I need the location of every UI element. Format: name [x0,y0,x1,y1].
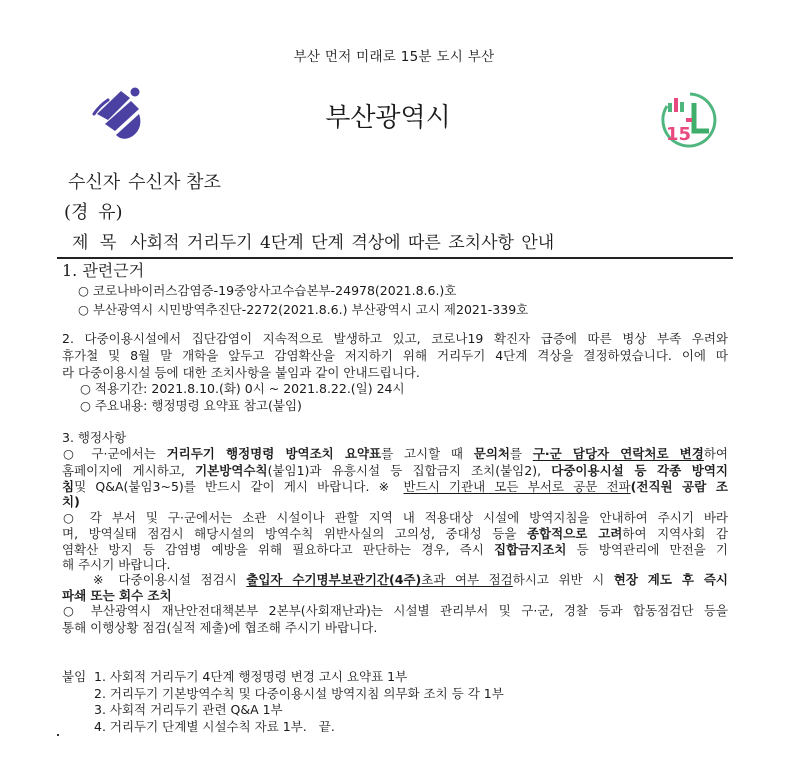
emphasis-text: 문의처 [473,446,510,461]
subject-divider [57,257,733,259]
section-1-item: ○ 부산광역시 시민방역추진단-2272(2021.8.6.) 부산광역시 고시 제2021-339호 [78,302,529,317]
text-run: 염확산 방지 등 감염병 예방을 위해 필요하다고 판단하는 경우, 즉시 [62,542,494,557]
attachment-item-last [94,719,694,735]
stray-dot [57,734,59,736]
text-run: 등 방역관리에 만전을 기 [566,542,728,557]
emphasis-text: 치) [62,494,80,509]
organization-title: 부산광역시 [325,103,451,133]
section-3-item-1-line [63,446,728,462]
section-1-item: ○ 코로나바이러스감염증-19중앙사고수습본부-24978(2021.8.6.)호 [78,283,457,298]
text-run: 하여 [703,446,728,461]
emphasis-text: 현장 계도 후 즉시 [613,572,728,587]
subject-label: 제 목 [72,233,117,253]
fifteen-minute-city-logo [659,90,717,150]
section-2-item: ○ 주요내용: 행정명령 요약표 참고(붙임) [80,398,302,413]
recipient-value: 수신자 참조 [128,172,221,193]
underlined-emphasis-text: 구·군 담당자 연락처로 변경 [532,446,704,461]
text-run: ○ 부산광역시 재난안전대책본부 2본부(사회재난과)는 시설별 관리부서 및 구·군, 경찰 등과 합동점검단 등을 [63,603,728,618]
emphasis-text: 파쇄 또는 회수 조치 [62,588,172,603]
underlined-text: 초과 여부 점검 [421,572,513,587]
section-3-item-1-line [62,463,728,479]
subject-line [72,232,554,254]
emphasis-text: (전직원 공람 조 [630,479,728,494]
text-run: ○ 각 부서 및 구·군에서는 소관 시설이나 관할 지역 내 적용대상 시설에 방역지침을 안내하여 주시기 바라 [63,510,728,525]
section-2-line: 라 다중이용시설 등에 대한 조치사항을 붙임과 같이 안내드립니다. [62,365,420,380]
end-mark: 끝. [318,719,335,734]
text-run: 를 고시할 때 [381,446,474,461]
section-2-line: 휴가철 및 8월 말 개학을 앞두고 감염확산을 저지하기 위해 거리두기 4단계 격상을 결정하였습니다. 이에 따 [62,348,728,363]
section-3-item-1-line [62,494,728,510]
section-3-note-line [62,588,728,604]
emphasis-text: 집합금지조치 [494,542,567,557]
logo-mark-text: 15 [666,124,692,145]
emphasis-text: 침 [62,479,75,494]
emphasis-text: 다중이용시설 등 각종 방역지 [551,463,728,478]
attachment-item: 1. 사회적 거리두기 4단계 행정명령 변경 고시 요약표 1부 [94,669,408,684]
section-3-item-2-line [62,526,728,542]
recipient-label: 수신자 [68,172,121,193]
text-run: (붙임1)과 유흥시설 등 집합금지 조치(붙임2), [267,463,552,478]
recipient-line [68,172,221,194]
text-run: 해 주시기 바랍니다. [62,557,171,572]
emphasis-text: 거리두기 행정명령 방역조치 요약표 [166,446,382,461]
section-3-item-2-line [63,510,728,526]
underlined-emphasis-text: 출입자 수기명부보관기간(4주) [246,572,422,587]
section-2-item: ○ 적용기간: 2021.8.10.(화) 0시 ~ 2021.8.22.(일) 24시 [80,381,405,396]
text-run: 하여 지역사회 감 [622,526,728,541]
slogan-text: 부산 먼저 미래로 15분 도시 부산 [293,49,495,65]
section-1-heading: 1. 관련근거 [62,261,145,280]
section-3-item-2-line [62,542,728,558]
section-3-item-1-line [62,479,728,495]
via-line: (경 유) [64,202,123,223]
attachments-label: 붙임 [62,669,87,684]
section-3-item-3-line [63,603,728,619]
section-3-heading: 3. 행정사항 [62,430,127,445]
text-run: ※ 다중이용시설 점검시 [93,572,247,587]
text-run: 며, 방역실태 점검시 해당시설의 방역수칙 위반사실의 고의성, 중대성 등을 [62,526,527,541]
text-run: 및 Q&A(붙임3~5)를 반드시 같이 게시 바랍니다. ※ [74,479,404,494]
underlined-text: 반드시 기관내 모든 부서로 공문 전파 [403,479,631,494]
section-3-note-line [93,572,728,588]
text-run: ○ 구·군에서는 [63,446,167,461]
section-2-line: 2. 다중이용시설에서 집단감염이 지속적으로 발생하고 있고, 코로나19 확진자 급증에 따른 병상 부족 우려와 [62,331,728,346]
attachment-item: 4. 거리두기 단계별 시설수칙 자료 1부. [94,719,307,734]
text-run: 하시고 위반 시 [512,572,614,587]
emphasis-text: 기본방역수칙 [195,463,268,478]
subject-title: 사회적 거리두기 4단계 단계 격상에 따른 조치사항 안내 [130,233,555,253]
text-run: 홈페이지에 게시하고, [62,463,196,478]
section-3-item-3-line [62,620,728,636]
emphasis-text: 종합적으로 고려 [526,526,623,541]
section-3-item-2-line [62,557,728,573]
attachment-item: 2. 거리두기 기본방역수칙 및 다중이용시설 방역지침 의무화 조치 등 각 1부 [94,686,504,701]
attachment-item: 3. 사회적 거리두기 관련 Q&A 1부 [94,702,283,717]
text-run: 통해 이행상황 점검(실적 제출)에 협조해 주시기 바랍니다. [62,620,378,635]
text-run: 를 [510,446,533,461]
